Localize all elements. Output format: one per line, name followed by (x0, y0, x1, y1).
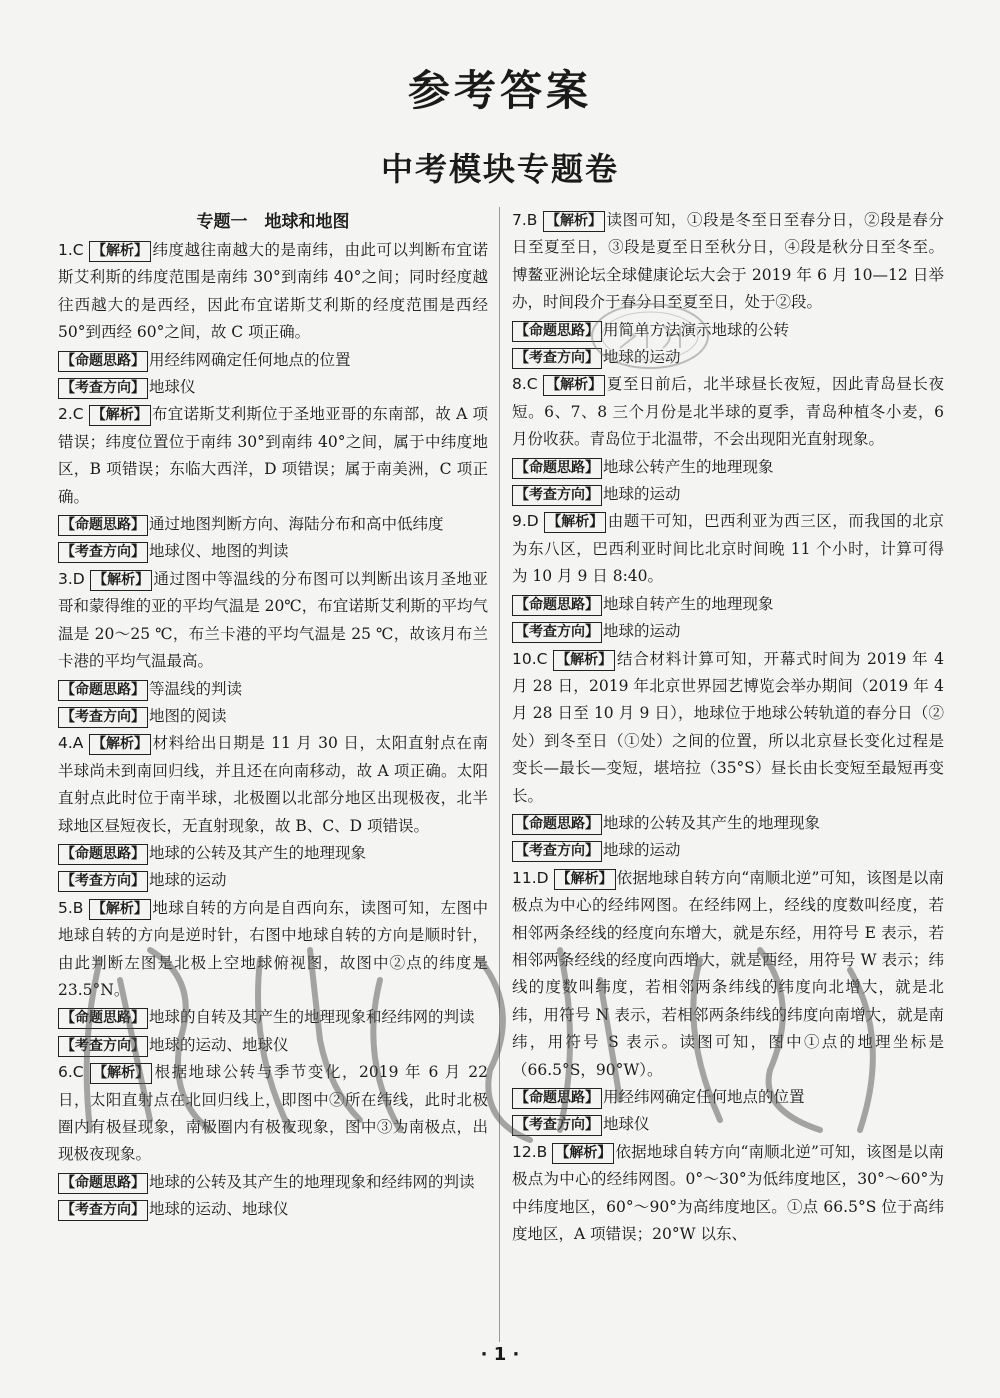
analysis-tag: 【解析】 (543, 211, 605, 232)
direction-tag: 【考查方向】 (58, 542, 148, 563)
question-id: 4.A (58, 734, 89, 753)
direction-text: 地球的运动 (603, 348, 681, 367)
idea-tag: 【命题思路】 (512, 814, 602, 835)
answer-analysis (512, 646, 944, 810)
answer-item (58, 566, 488, 730)
idea-text: 用经纬网确定任何地点的位置 (149, 350, 351, 369)
analysis-text: 夏至日前后，北半球昼长夜短，因此青岛昼长夜短。6、7、8 三个月份是北半球的夏季，青岛种植冬小麦，6 月份收获。青岛位于北温带，不会出现阳光直射现象。 (512, 375, 944, 449)
analysis-text: 结合材料计算可知，开幕式时间为 2019 年 4 月 28 日，2019 年北京世界园艺博览会举办期间（2019 年 4 月 28 日至 10 月 9 日），地球位于地球公转轨道的春分日（②处）到冬至日（①处）之间的位置，所以北京昼长变化过程是变长—最长—变短，堪培拉（35°S）昼长由长变短至最短再变长。 (512, 649, 944, 805)
answer-idea (512, 454, 944, 481)
direction-tag: 【考查方向】 (58, 1036, 148, 1057)
direction-text: 地球的运动、地球仪 (149, 1200, 289, 1219)
idea-text: 地球的公转及其产生的地理现象 (149, 843, 367, 862)
page-title: 参考答案 (407, 66, 592, 115)
analysis-text: 根据地球公转与季节变化，2019 年 6 月 22 日，太阳直射点在北回归线上，即图中②所在纬线，此时北极圈内有极昼现象，南极圈内有极夜现象，图中③为南极点，出现极夜现象。 (58, 1063, 488, 1164)
answer-idea (58, 840, 488, 867)
direction-tag: 【考查方向】 (58, 871, 148, 892)
analysis-tag: 【解析】 (89, 405, 151, 426)
question-id: 12.B (512, 1142, 553, 1161)
direction-tag: 【考查方向】 (512, 1115, 602, 1136)
idea-tag: 【命题思路】 (58, 844, 148, 865)
question-id: 7.B (512, 211, 543, 229)
analysis-tag: 【解析】 (90, 1063, 152, 1084)
answer-item (58, 401, 488, 565)
answer-analysis (512, 207, 944, 317)
question-id: 6.C (58, 1063, 91, 1082)
direction-tag: 【考查方向】 (512, 622, 602, 643)
answer-analysis (58, 566, 488, 676)
direction-text: 地球仪 (603, 1115, 650, 1134)
direction-text: 地球的运动、地球仪 (149, 1035, 289, 1054)
column-divider (499, 207, 500, 1342)
idea-text: 用经纬网确定任何地点的位置 (603, 1088, 805, 1106)
page-subtitle: 中考模块专题卷 (380, 150, 619, 188)
question-id: 11.D (512, 868, 554, 887)
question-id: 2.C (58, 405, 89, 424)
question-id: 9.D (512, 512, 545, 531)
direction-text: 地球的运动 (149, 871, 227, 890)
answer-item (58, 237, 488, 401)
answer-direction (512, 481, 944, 508)
answer-idea (58, 347, 488, 374)
watermark-brush-logo (60, 920, 960, 1150)
answer-direction (58, 1196, 488, 1223)
analysis-tag: 【解析】 (553, 650, 615, 671)
idea-tag: 【命题思路】 (58, 351, 148, 372)
direction-text: 地球的运动 (603, 622, 681, 641)
answer-analysis (58, 237, 488, 347)
analysis-text: 纬度越往南越大的是南纬，由此可以判断布宜诺斯艾利斯的纬度范围是南纬 30°到南纬 40°之间；同时经度越往西越大的是西经，因此布宜诺斯艾利斯的经度范围是西经 50°到西经 60°之间，故 C 项正确。 (58, 241, 488, 342)
answer-direction (58, 374, 488, 401)
question-id: 1.C (58, 241, 90, 259)
answer-analysis (512, 1139, 944, 1249)
direction-text: 地球的运动 (603, 841, 681, 860)
idea-text: 地球自转产生的地理现象 (603, 594, 774, 613)
idea-tag: 【命题思路】 (512, 595, 602, 616)
idea-tag: 【命题思路】 (512, 321, 602, 342)
analysis-tag: 【解析】 (89, 899, 151, 920)
question-id: 8.C (512, 375, 544, 394)
analysis-text: 材料给出日期是 11 月 30 日，太阳直射点在南半球尚未到南回归线，并且还在向南移动，故 A 项正确。太阳直射点此时位于南半球，北极圈以北部分地区出现极夜，北半球地区昼短夜长，无直射现象，故 B、C、D 项错误。 (58, 734, 489, 835)
question-id: 3.D (58, 569, 91, 588)
analysis-tag: 【解析】 (90, 570, 152, 591)
answer-idea (58, 511, 488, 538)
answer-analysis (58, 730, 488, 840)
analysis-text: 读图可知，①段是冬至日至春分日，②段是春分日至夏至日，③段是夏至日至秋分日，④段是秋分日至冬至。博鳌亚洲论坛全球健康论坛大会于 2019 年 6 月 10—12 日举办，时间段介于春分日至夏至日，处于②段。 (512, 211, 944, 312)
analysis-text: 依据地球自转方向“南顺北逆”可知，该图是以南极点为中心的经纬网图。在经纬网上，经线的度数叫经度，若相邻两条经线的经度向东增大，就是东经，用符号 E 表示，若相邻两条经线的经度向西增大，就是西经，用符号 W 表示；纬线的度数叫纬度，若相邻两条纬线的纬度向北增大，就是北纬，用符号 N 表示，若相邻两条纬线的纬度向南增大，就是南纬，用符号 S 表示。读图可知，图中①点的地理坐标是（66.5°S，90°W）。 (512, 868, 944, 1079)
direction-tag: 【考查方向】 (512, 485, 602, 506)
direction-tag: 【考查方向】 (58, 378, 148, 399)
direction-tag: 【考查方向】 (512, 841, 602, 862)
direction-text: 地球仪、地图的判读 (149, 542, 289, 561)
answer-item (512, 1139, 944, 1249)
idea-tag: 【命题思路】 (58, 1008, 148, 1029)
idea-tag: 【命题思路】 (512, 458, 602, 479)
answer-item (512, 371, 944, 508)
page-number: · 1 · (480, 1344, 520, 1365)
section-title: 专题一 地球和地图 (196, 212, 350, 232)
answer-direction (58, 538, 488, 565)
direction-tag: 【考查方向】 (58, 707, 148, 728)
answer-direction (512, 344, 944, 371)
analysis-text: 由题干可知，巴西利亚为西三区，而我国的北京为东八区，巴西利亚时间比北京时间晚 11 个小时，计算可得为 10 月 9 日 8:40。 (512, 512, 944, 586)
analysis-tag: 【解析】 (552, 1143, 614, 1164)
answer-idea (58, 676, 488, 703)
answer-analysis (58, 401, 488, 511)
analysis-text: 布宜诺斯艾利斯位于圣地亚哥的东南部，故 A 项错误；纬度位置位于南纬 30°到南纬 40°之间，属于中纬度地区，B 项错误；东临大西洋，D 项错误；属于南美洲，C 项正确。 (58, 405, 488, 506)
idea-text: 地球的公转及其产生的地理现象和经纬网的判读 (149, 1172, 475, 1191)
answer-direction (58, 703, 488, 730)
direction-tag: 【考查方向】 (512, 348, 602, 369)
idea-text: 通过地图判断方向、海陆分布和高中低纬度 (149, 515, 444, 534)
analysis-tag: 【解析】 (89, 734, 151, 755)
idea-tag: 【命题思路】 (58, 680, 148, 701)
answer-idea (512, 810, 944, 837)
stamp-logo (585, 296, 715, 376)
idea-text: 等温线的判读 (149, 679, 243, 698)
direction-text: 地球的运动 (603, 485, 681, 504)
analysis-text: 地球自转的方向是自西向东，读图可知，左图中地球自转的方向是逆时针，右图中地球自转的方向是顺时针，由此判断左图是北极上空地球俯视图，故图中②点的纬度是 23.5°N。 (58, 898, 488, 999)
idea-text: 用简单方法演示地球的公转 (603, 320, 790, 339)
idea-tag: 【命题思路】 (58, 515, 148, 536)
answer-direction (512, 837, 944, 864)
idea-text: 地球公转产生的地理现象 (603, 457, 774, 476)
direction-text: 地图的阅读 (149, 706, 227, 725)
analysis-tag: 【解析】 (543, 375, 605, 396)
idea-text: 地球的自转及其产生的地理现象和经纬网的判读 (149, 1008, 475, 1027)
answer-item (512, 646, 944, 865)
answer-item (58, 730, 488, 894)
analysis-text: 通过图中等温线的分布图可以判断出该月圣地亚哥和蒙得维的亚的平均气温是 20℃，布宜诺斯艾利斯的平均气温是 20～25 ℃，布兰卡港的平均气温是 25 ℃，故该月布兰卡港的平均气温最高。 (58, 569, 488, 671)
idea-tag: 【命题思路】 (512, 1088, 602, 1109)
idea-text: 地球的公转及其产生的地理现象 (603, 813, 821, 832)
answer-idea (58, 1169, 488, 1196)
idea-tag: 【命题思路】 (58, 1173, 148, 1194)
answer-item (512, 207, 944, 371)
analysis-tag: 【解析】 (89, 241, 151, 262)
direction-tag: 【考查方向】 (58, 1200, 148, 1221)
answer-idea (512, 317, 944, 344)
answer-direction (512, 618, 944, 645)
question-id: 5.B (58, 898, 89, 917)
analysis-tag: 【解析】 (554, 869, 616, 890)
answer-analysis (512, 508, 944, 590)
analysis-text: 依据地球自转方向“南顺北逆”可知，该图是以南极点为中心的经纬网图。0°～30°为低纬度地区，30°～60°为中纬度地区，60°～90°为高纬度地区。①点 66.5°S 位于高纬度地区，A 项错误；20°W 以东、 (512, 1142, 944, 1244)
answer-idea (512, 591, 944, 618)
answer-item (512, 508, 944, 645)
analysis-tag: 【解析】 (544, 512, 606, 533)
answer-analysis (512, 371, 944, 453)
answer-direction (58, 867, 488, 894)
question-id: 10.C (512, 649, 554, 668)
direction-text: 地球仪 (149, 378, 196, 397)
